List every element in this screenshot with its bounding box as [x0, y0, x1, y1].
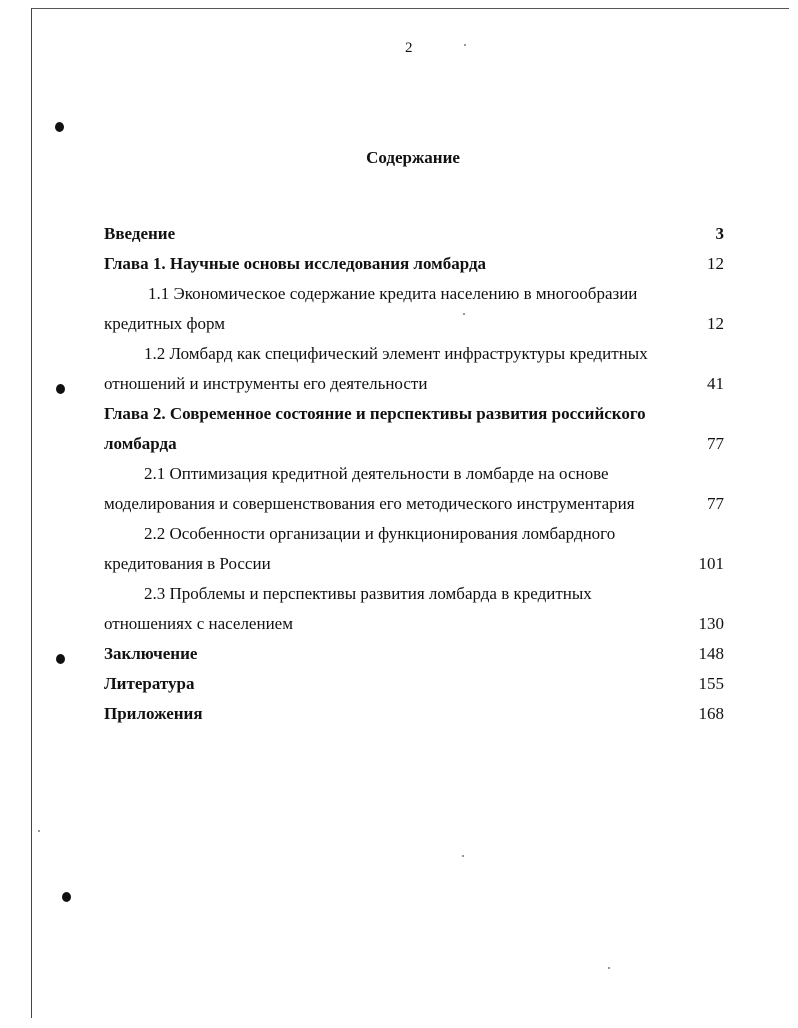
toc-entry-section-1-2-cont: [104, 369, 724, 399]
toc-entry-title-line2: отношениях с населением: [104, 614, 293, 633]
toc-entry-page: 130: [698, 614, 724, 633]
toc-entry-title-line1: Глава 2. Современное состояние и перспективы развития российского: [104, 404, 646, 423]
toc-entry-title-line1: 2.2 Особенности организации и функционирования ломбардного: [144, 524, 616, 543]
toc-entry-section-1-1: [104, 279, 724, 309]
toc-entry-chapter-2: [104, 399, 724, 429]
toc-entry-title: Приложения: [104, 704, 203, 723]
toc-entry-section-2-2-cont: [104, 549, 724, 579]
toc-entry-page: 12: [707, 314, 724, 333]
toc-entry-title-line2: моделирования и совершенствования его методического инструментария: [104, 494, 635, 513]
toc-entry-section-1-2: [104, 339, 724, 369]
scan-border-top: [31, 8, 789, 9]
scan-speck: [608, 967, 610, 969]
page-number: 2: [405, 40, 413, 56]
toc-entry-title-line1: 1.1 Экономическое содержание кредита населению в многообразии: [148, 284, 638, 303]
page-title: Содержание: [366, 148, 460, 167]
toc-entry-section-2-1-cont: [104, 489, 724, 519]
toc-entry-section-2-1: [104, 459, 724, 489]
toc-entry-section-1-1-cont: [104, 309, 724, 339]
toc-entry-literature: [104, 669, 724, 699]
toc-entry-title: Введение: [104, 224, 176, 243]
toc-entry-title: Литература: [104, 674, 195, 693]
toc-entry-chapter-1: [104, 249, 724, 279]
toc-entry-section-2-3: [104, 579, 724, 609]
toc-entry-appendices: [104, 699, 724, 729]
punch-hole-mark: [62, 892, 71, 902]
toc-entry-title-line1: 2.1 Оптимизация кредитной деятельности в ломбарде на основе: [144, 464, 609, 483]
table-of-contents: [104, 219, 724, 729]
punch-hole-mark: [56, 384, 65, 394]
toc-entry-chapter-2-cont: [104, 429, 724, 459]
toc-entry-page: 155: [698, 674, 724, 693]
toc-entry-title-line1: 1.2 Ломбард как специфический элемент инфраструктуры кредитных: [144, 344, 648, 363]
toc-entry-section-2-2: [104, 519, 724, 549]
toc-entry-title: Глава 1. Научные основы исследования ломбарда: [104, 254, 487, 273]
punch-hole-mark: [56, 654, 65, 664]
toc-entry-conclusion: [104, 639, 724, 669]
toc-entry-page: 3: [715, 224, 724, 243]
toc-entry-page: 148: [698, 644, 724, 663]
toc-entry-page: 12: [707, 254, 724, 273]
scan-speck: [462, 855, 464, 857]
toc-entry-title-line2: кредитных форм: [104, 314, 226, 333]
toc-entry-introduction: [104, 219, 724, 249]
toc-entry-title-line2: кредитования в России: [104, 554, 271, 573]
toc-entry-page: 77: [707, 494, 724, 513]
toc-entry-title-line2: отношений и инструменты его деятельности: [104, 374, 428, 393]
toc-entry-title-line2: ломбарда: [104, 434, 177, 453]
punch-hole-mark: [55, 122, 64, 132]
toc-entry-section-2-3-cont: [104, 609, 724, 639]
toc-entry-title-line1: 2.3 Проблемы и перспективы развития ломбарда в кредитных: [144, 584, 592, 603]
toc-entry-title: Заключение: [104, 644, 198, 663]
toc-entry-page: 77: [707, 434, 724, 453]
toc-entry-page: 168: [698, 704, 724, 723]
toc-entry-page: 41: [707, 374, 724, 393]
scan-speck: [464, 44, 466, 46]
scan-speck: [38, 830, 40, 832]
toc-entry-page: 101: [698, 554, 724, 573]
